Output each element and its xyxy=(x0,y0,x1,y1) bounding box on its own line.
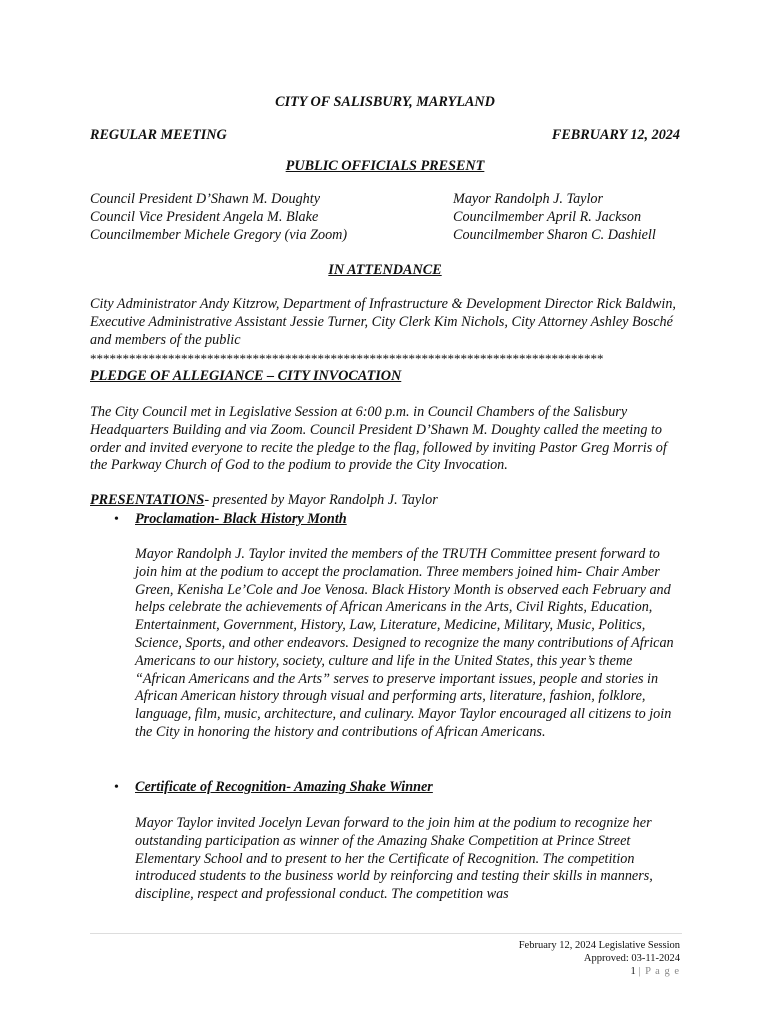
pledge-heading: PLEDGE OF ALLEGIANCE – CITY INVOCATION xyxy=(90,368,402,384)
presentations-byline: - presented by Mayor Randolph J. Taylor xyxy=(204,492,438,508)
attendance-text: City Administrator Andy Kitzrow, Department of Infrastructure & Development Director Rick Baldwin, Executive Administrative Assistant Jessie Turner, City Clerk Kim Nichols, City Attorney Ashley Bosché and members of the public xyxy=(90,296,676,348)
official-name: Councilmember April R. Jackson xyxy=(453,208,642,225)
bullet-icon: • xyxy=(114,512,119,527)
official-name: Council President D’Shawn M. Doughty xyxy=(90,191,320,207)
meeting-date: FEBRUARY 12, 2024 xyxy=(551,127,680,143)
proclamation-text: Mayor Randolph J. Taylor invited the members of the TRUTH Committee present forward to join him at the podium to accept the proclamation. Three members joined him- Chair Amber Green, Kenisha Le’Cole and Joe Venosa. Black History Month is observed each February and helps celebrate the achievements of African Americans in the Arts, Civil Rights, Education, Entertainment, Government, History, Law, Literature, Medicine, Military, Music, Politics, Science, Sports, and other endeavors. Designed to recognize the many contributions of African Americans to our history, society, culture and life in the United States, this year’s theme “African Americans and the Arts” serves to preserve important issues, people and stories in African American history through visual and performing arts, literature, fashion, folklore, language, film, music, architecture, and culinary. Mayor Taylor encouraged all citizens to join the City in honoring the history and contributions of African Americans. xyxy=(135,546,674,740)
page-number: 1 xyxy=(630,966,636,977)
presentations-line xyxy=(90,492,680,510)
bullet-icon: • xyxy=(114,780,119,795)
presentations-heading: PRESENTATIONS xyxy=(90,492,205,508)
officials-left-column xyxy=(90,191,430,244)
meeting-type: REGULAR MEETING xyxy=(90,127,227,143)
pledge-text: The City Council met in Legislative Session at 6:00 p.m. in Council Chambers of the Salisbury Headquarters Building and via Zoom. Council President D’Shawn M. Doughty called the meeting to order and invited everyone to recite the pledge to the flag, followed by inviting Pastor Greg Morris of the Parkway Church of God to the podium to provide the City Invocation. xyxy=(90,404,667,474)
footer-approved: Approved: 03-11-2024 xyxy=(583,953,680,964)
city-title: CITY OF SALISBURY, MARYLAND xyxy=(275,94,495,110)
official-name: Mayor Randolph J. Taylor xyxy=(453,191,604,207)
official-name: Councilmember Michele Gregory (via Zoom) xyxy=(90,226,348,243)
official-name: Councilmember Sharon C. Dashiell xyxy=(453,226,656,243)
footer-divider xyxy=(90,933,682,934)
attendance-heading: IN ATTENDANCE xyxy=(328,262,442,278)
footer-session: February 12, 2024 Legislative Session xyxy=(518,940,680,951)
certificate-text: Mayor Taylor invited Jocelyn Levan forward to the join him at the podium to recognize her outstanding participation as winner of the Amazing Shake Competition at Prince Street Elementary School and to present to her the Certificate of Recognition. The competition introduced students to the business world by reinforcing and testing their skills in manners, discipline, respect and professional conduct. The competition was xyxy=(135,815,653,903)
separator-line: ******************************************************************************* xyxy=(90,351,604,366)
proclamation-title: Proclamation- Black History Month xyxy=(135,511,347,527)
official-name: Council Vice President Angela M. Blake xyxy=(90,208,319,225)
certificate-title: Certificate of Recognition- Amazing Shake Winner xyxy=(135,779,433,795)
officials-heading: PUBLIC OFFICIALS PRESENT xyxy=(285,158,485,174)
page-label: | P a g e xyxy=(638,966,680,977)
officials-right-column xyxy=(453,191,693,244)
footer-page xyxy=(631,965,681,978)
